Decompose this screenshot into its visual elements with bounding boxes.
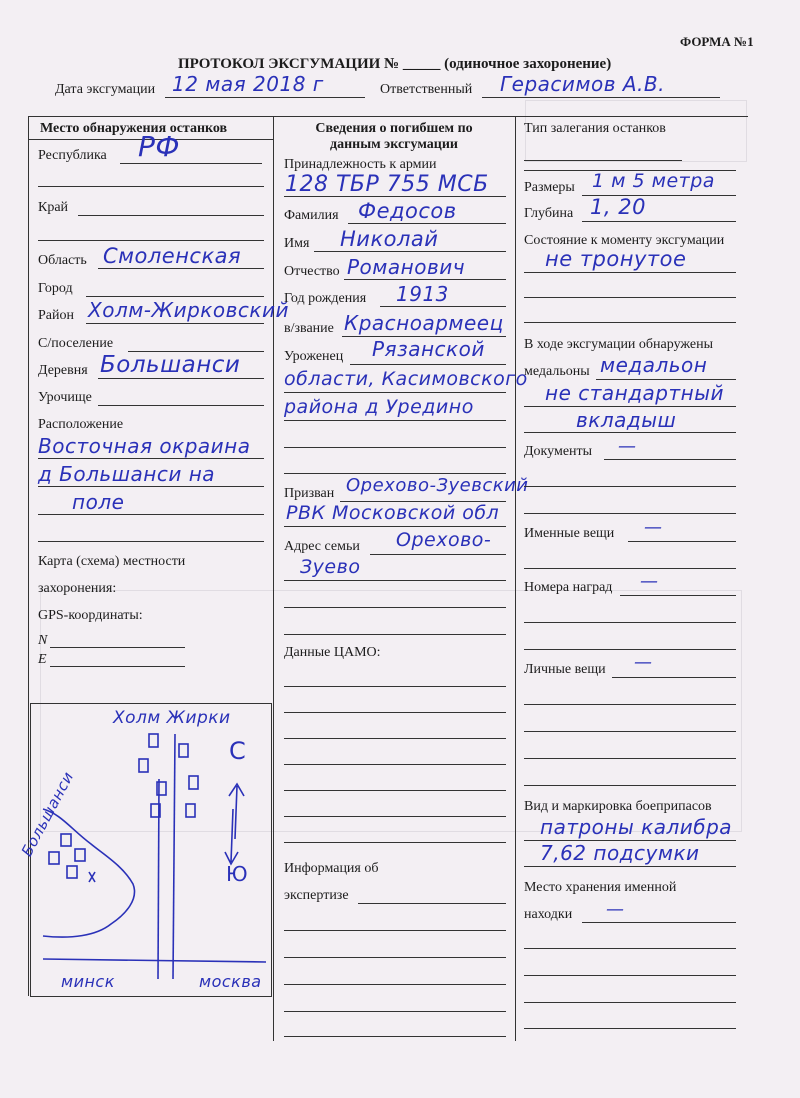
location-underline-3: [38, 514, 264, 515]
expert-underline-3: [284, 957, 506, 958]
personal-items-underline-4: [524, 758, 736, 759]
location-underline-2: [38, 486, 264, 487]
birth-underline: [380, 306, 506, 307]
award-numbers-underline: [620, 595, 736, 596]
sketch-north-label: С: [229, 737, 247, 765]
family-label: Адрес семьи: [284, 539, 360, 554]
sketch-moscow-label: москва: [199, 972, 262, 991]
native-underline-5: [284, 473, 506, 474]
urochishe-label: Урочище: [38, 390, 92, 405]
burial-type-label: Тип залегания останков: [524, 121, 666, 136]
medals-underline-1: [596, 379, 736, 380]
responsible-label: Ответственный: [380, 82, 473, 97]
army-value: 128 ТБР 755 МСБ: [285, 172, 489, 197]
house-9: [75, 849, 85, 861]
award-numbers-underline-2: [524, 622, 736, 623]
documents-label: Документы: [524, 444, 593, 459]
date-label: Дата эксгумации: [55, 82, 156, 97]
sizes-label: Размеры: [524, 180, 575, 195]
location-line-3: поле: [72, 490, 125, 514]
native-underline-4: [284, 447, 506, 448]
surname-label: Фамилия: [284, 208, 339, 223]
derevnya-label: Деревня: [38, 363, 88, 378]
republic-label: Республика: [38, 148, 107, 163]
medals-label: медальоны: [524, 364, 590, 379]
table-left-border: [28, 116, 29, 996]
medals-line-1: медальон: [600, 353, 708, 377]
patronymic-label: Отчество: [284, 264, 340, 279]
gorod-label: Город: [38, 281, 73, 296]
house-10: [49, 852, 59, 864]
patronymic-underline: [344, 279, 506, 280]
oblast-underline: [98, 268, 264, 269]
drafted-label: Призван: [284, 486, 335, 501]
house-8: [61, 834, 71, 846]
depth-underline: [582, 221, 736, 222]
gps-label: GPS-координаты:: [38, 608, 143, 623]
family-line-1: Орехово-: [396, 529, 492, 551]
storage-label-1: Место хранения именной: [524, 880, 677, 895]
poselenie-label: С/поселение: [38, 336, 114, 351]
urochishe-underline: [98, 405, 264, 406]
medals-underline-3: [524, 432, 736, 433]
camo-underline-2: [284, 712, 506, 713]
storage-underline-2: [524, 948, 736, 949]
date-underline: [165, 97, 365, 98]
column-divider-1: [273, 116, 274, 1041]
e-label: E: [38, 652, 47, 667]
expert-underline-2: [284, 930, 506, 931]
documents-underline-3: [524, 513, 736, 514]
expert-underline-1: [358, 903, 506, 904]
oblast-value: Смоленская: [103, 244, 242, 268]
sizes-value: 1 м 5 метра: [592, 170, 715, 192]
road-to-minsk: [158, 779, 159, 979]
camo-underline-7: [284, 842, 506, 843]
family-underline-2: [284, 580, 506, 581]
republic-underline: [120, 163, 262, 164]
ammo-line-1: патроны калибра: [540, 815, 733, 839]
camo-underline-3: [284, 738, 506, 739]
birth-label: Год рождения: [284, 291, 367, 306]
camo-underline-1: [284, 686, 506, 687]
native-underline-1: [350, 364, 506, 365]
col2-heading-1: Сведения о погибшем по: [315, 121, 473, 136]
surname-value: Федосов: [358, 199, 457, 223]
medals-line-3: вкладыш: [576, 408, 677, 432]
storage-underline-5: [524, 1028, 736, 1029]
krai-underline-2: [38, 240, 264, 241]
sketch-village-left: Большанси: [17, 768, 78, 860]
expert-underline-5: [284, 1011, 506, 1012]
krai-underline: [78, 215, 264, 216]
e-underline: [50, 666, 185, 667]
house-2: [179, 744, 188, 757]
personal-items-underline-3: [524, 731, 736, 732]
road-to-moscow: [173, 734, 175, 979]
expert-label-2: экспертизе: [284, 888, 349, 903]
storage-underline-3: [524, 975, 736, 976]
named-items-underline: [628, 541, 736, 542]
medals-line-2: не стандартный: [545, 381, 725, 405]
responsible-underline: [482, 97, 720, 98]
award-numbers-underline-3: [524, 649, 736, 650]
documents-underline: [604, 459, 736, 460]
storage-value: —: [606, 899, 625, 920]
camo-underline-4: [284, 764, 506, 765]
documents-underline-2: [524, 486, 736, 487]
named-items-label: Именные вещи: [524, 526, 615, 541]
native-underline-3: [284, 420, 506, 421]
page-title: ПРОТОКОЛ ЭКСГУМАЦИИ № _____ (одиночное захоронение): [178, 56, 612, 72]
sketch-village-top: Холм Жирки: [113, 708, 231, 728]
named-items-underline-2: [524, 568, 736, 569]
col2-heading-2: данным эксгумации: [330, 137, 458, 152]
gorod-underline: [86, 296, 264, 297]
raion-underline: [86, 323, 264, 324]
depth-label: Глубина: [524, 206, 574, 221]
surname-underline: [348, 223, 506, 224]
ammo-line-2: 7,62 подсумки: [540, 841, 700, 865]
derevnya-value: Большанси: [100, 352, 241, 378]
drafted-underline-2: [284, 526, 506, 527]
house-7: [186, 804, 195, 817]
camo-label: Данные ЦАМО:: [284, 645, 381, 660]
personal-items-underline-2: [524, 704, 736, 705]
drafted-line-1: Орехово-Зуевский: [346, 475, 529, 496]
expert-underline-4: [284, 984, 506, 985]
depth-value: 1, 20: [590, 195, 646, 219]
ammo-underline-2: [524, 866, 736, 867]
camo-underline-6: [284, 816, 506, 817]
road-crossing: [43, 959, 266, 962]
condition-value: не тронутое: [545, 247, 687, 271]
native-label: Уроженец: [284, 349, 344, 364]
condition-underline-1: [524, 272, 736, 273]
medals-underline-2: [524, 406, 736, 407]
native-line-2: области, Касимовского: [284, 368, 528, 390]
burial-sketch-map: [17, 703, 272, 997]
patronymic-value: Романович: [347, 255, 466, 279]
oblast-label: Область: [38, 253, 87, 268]
family-underline-1: [370, 554, 506, 555]
storage-underline-1: [582, 922, 736, 923]
column-divider-2: [515, 116, 516, 1041]
raion-value: Холм-Жирковский: [88, 298, 289, 322]
native-line-3: района д Уредино: [284, 396, 474, 418]
location-underline-4: [38, 541, 264, 542]
expert-underline-6: [284, 1036, 506, 1037]
arrow-north: [229, 784, 244, 839]
house-11: [67, 866, 77, 878]
award-numbers-value: —: [640, 571, 659, 592]
house-3: [139, 759, 148, 772]
condition-underline-2: [524, 297, 736, 298]
name-value: Николай: [340, 227, 439, 251]
n-underline: [50, 647, 185, 648]
republic-underline-2: [38, 186, 264, 187]
name-label: Имя: [284, 236, 310, 251]
personal-items-underline: [612, 677, 736, 678]
named-items-value: —: [644, 517, 663, 538]
rank-value: Красноармеец: [344, 311, 504, 335]
award-numbers-label: Номера наград: [524, 580, 613, 595]
sketch-minsk-label: минск: [61, 972, 115, 991]
birth-value: 1913: [396, 282, 449, 306]
rank-label: в/звание: [284, 321, 334, 336]
n-label: N: [38, 633, 48, 648]
krai-label: Край: [38, 200, 69, 215]
family-underline-3: [284, 607, 506, 608]
derevnya-underline: [98, 378, 264, 379]
documents-value: —: [618, 436, 637, 457]
personal-items-label: Личные вещи: [524, 662, 606, 677]
republic-value: РФ: [138, 130, 180, 163]
location-label: Расположение: [38, 417, 124, 432]
burial-type-underline-1: [524, 160, 682, 161]
burial-cross: [89, 872, 95, 882]
native-underline-2: [284, 392, 506, 393]
map-label-2: захоронения:: [38, 581, 117, 596]
personal-items-underline-5: [524, 785, 736, 786]
location-line-2: д Большанси на: [38, 462, 216, 486]
map-label-1: Карта (схема) местности: [38, 554, 186, 569]
condition-underline-3: [524, 322, 736, 323]
camo-underline-5: [284, 790, 506, 791]
ammo-label: Вид и маркировка боеприпасов: [524, 799, 712, 814]
date-value: 12 мая 2018 г: [172, 72, 324, 96]
personal-items-value: —: [634, 652, 653, 673]
responsible-value: Герасимов А.В.: [500, 72, 665, 96]
family-line-2: Зуево: [300, 556, 361, 578]
form-number: ФОРМА №1: [680, 34, 754, 49]
name-underline: [314, 251, 506, 252]
family-underline-4: [284, 634, 506, 635]
raion-label: Район: [38, 308, 74, 323]
condition-label: Состояние к моменту эксгумации: [524, 233, 725, 248]
found-label: В ходе эксгумации обнаружены: [524, 337, 713, 352]
house-1: [149, 734, 158, 747]
location-line-1: Восточная окраина: [38, 434, 251, 458]
storage-label-2: находки: [524, 907, 573, 922]
table-top-border: [28, 116, 748, 117]
location-underline-1: [38, 458, 264, 459]
expert-label-1: Информация об: [284, 861, 379, 876]
native-line-1: Рязанской: [372, 337, 485, 361]
sketch-south-label: Ю: [226, 862, 249, 886]
house-5: [189, 776, 198, 789]
army-label: Принадлежность к армии: [284, 157, 437, 172]
storage-underline-4: [524, 1002, 736, 1003]
drafted-line-2: РВК Московской обл: [286, 502, 500, 524]
col1-heading: Место обнаружения останков: [40, 121, 228, 136]
